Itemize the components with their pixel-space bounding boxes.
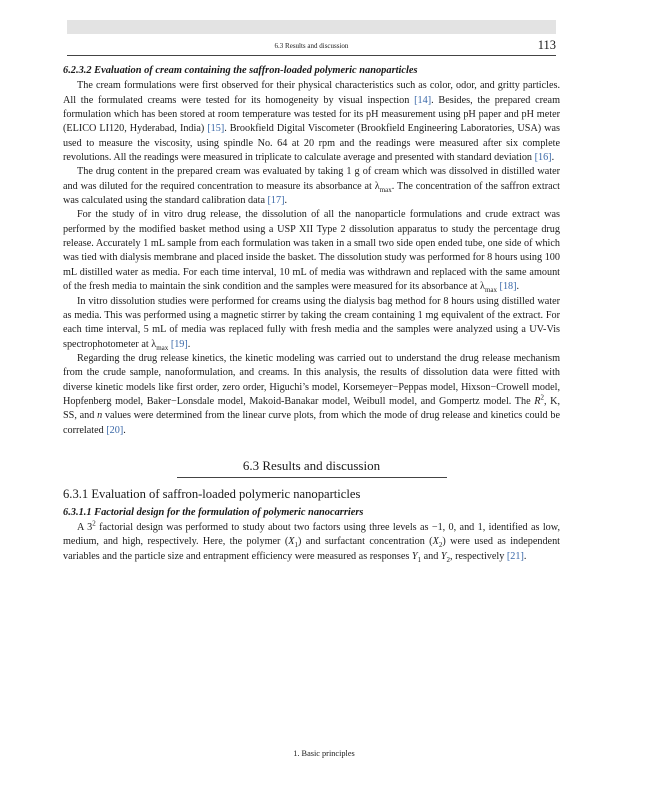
section-rule (177, 477, 447, 478)
paragraph-release-kinetics: Regarding the drug release kinetics, the kinetic modeling was carried out to understand the drug release mechanism from the crude sample, nanoformulation, and creams. In this analysis, the results of dissolution data were fitted with diverse kinetic models like first order, zero order, Higuchi’s model, Korsemeyer−Peppas model, Hixson−Crowell model, Hopfenberg model, Baker−Lonsdale model, Makoid-Banakar model, Weibull model, and Gompertz model. The $R^2$, K, SS, and n values were determined from the linear curve plots, from which the mode of drug release and kinetics could be correlated [20]. (63, 352, 560, 436)
citation-17[interactable]: [17] (267, 195, 285, 207)
header-rule (67, 55, 556, 56)
running-header (67, 38, 556, 52)
paragraph-cream-evaluation: The cream formulations were first observed for their physical characteristics such as color, odor, and gritty particles. All the formulated creams were tested for its homogeneity by visual inspection [14]. Besides, the prepared cream formulation which has been stored at room temperature was tested for its pH measurement using pH paper and pH meter (ELICO LI120, Hyderabad, India) [15]. Brookfield Digital Viscometer (Brookfield Engineering Laboratories, USA) was used to measure the viscosity, using spindle No. 64 at 20 rpm and the readings were measured after six complete revolutions. All the readings were measured in triplicate to calculate average and presented with standard deviation [16]. (63, 80, 560, 164)
subsubsection-heading-6-3-1-1: 6.3.1.1 Factorial design for the formulation of polymeric nanocarriers (63, 506, 364, 518)
page-number: 113 (537, 38, 556, 52)
citation-18[interactable]: [18] (499, 281, 517, 293)
page-footer: 1. Basic principles (293, 749, 355, 758)
paragraph-factorial-design: A $3^2$ factorial design was performed to study about two factors using three levels as −1, 0, and 1, identified as low, medium, and high, respectively. Here, the polymer $(X_1)$ and surfactant concentration $(X_2)$ were used as independent variables and the particle size and entrapment efficiency were measured as responses $Y_1$ and $Y_2$, respectively [21]. (63, 519, 561, 564)
citation-19[interactable]: [19] (170, 338, 188, 350)
section-heading-6-3: 6.3 Results and discussion (242, 457, 381, 473)
citation-15[interactable]: [15] (207, 123, 225, 135)
citation-21[interactable]: [21] (506, 550, 524, 562)
subsection-heading-6-3-1: 6.3.1 Evaluation of saffron-loaded polymeric nanoparticles (63, 487, 361, 502)
paragraph-dialysis-bag: In vitro dissolution studies were performed for creams using the dialysis bag method for 8 hours using distilled water as media. This was performed using a magnetic stirrer by taking the cream containing 1 mg equivalent of the extract. For each time interval, 5 mL of media was replaced fully with fresh media and the samples were analyzed using a UV-Vis spectrophotometer at $\lambda_{max}$ [19]. (63, 295, 560, 352)
citation-14[interactable]: [14] (414, 94, 432, 106)
paragraph-drug-content: The drug content in the prepared cream was evaluated by taking 1 g of cream which was dissolved in distilled water and was diluted for the required concentration to measure its absorbance at $\lambda_{max}$. The concentration of the saffron extract was calculated using the standard calibration data [17]. (63, 166, 560, 207)
header-band (67, 20, 556, 34)
paragraph-in-vitro-release: For the study of in vitro drug release, the dissolution of all the nanoparticle formulations and crude extract was performed by the modified basket method using a USP XII Type 2 dissolution apparatus to study the percentage drug release. Accurately 1 mL sample from each formulation was taken in a small two side open ended tube, one side of which was tied with dialysis membrane and placed inside the basket. The dissolution study was performed for 8 hours using 100 mL distilled water as media. For each time interval, 10 mL of media was withdrawn and replaced with the same amount of the fresh media to maintain the sink condition and the samples were measured for its absorbance at $\lambda_{max}$ [18]. (63, 209, 560, 295)
subsubsection-heading-6-2-3-2: 6.2.3.2 Evaluation of cream containing the saffron-loaded polymeric nanoparticles (63, 65, 418, 76)
citation-20[interactable]: [20] (106, 424, 124, 436)
citation-16[interactable]: [16] (534, 152, 552, 164)
page-body (63, 64, 560, 564)
running-header-section: 6.3 Results and discussion (274, 42, 349, 50)
